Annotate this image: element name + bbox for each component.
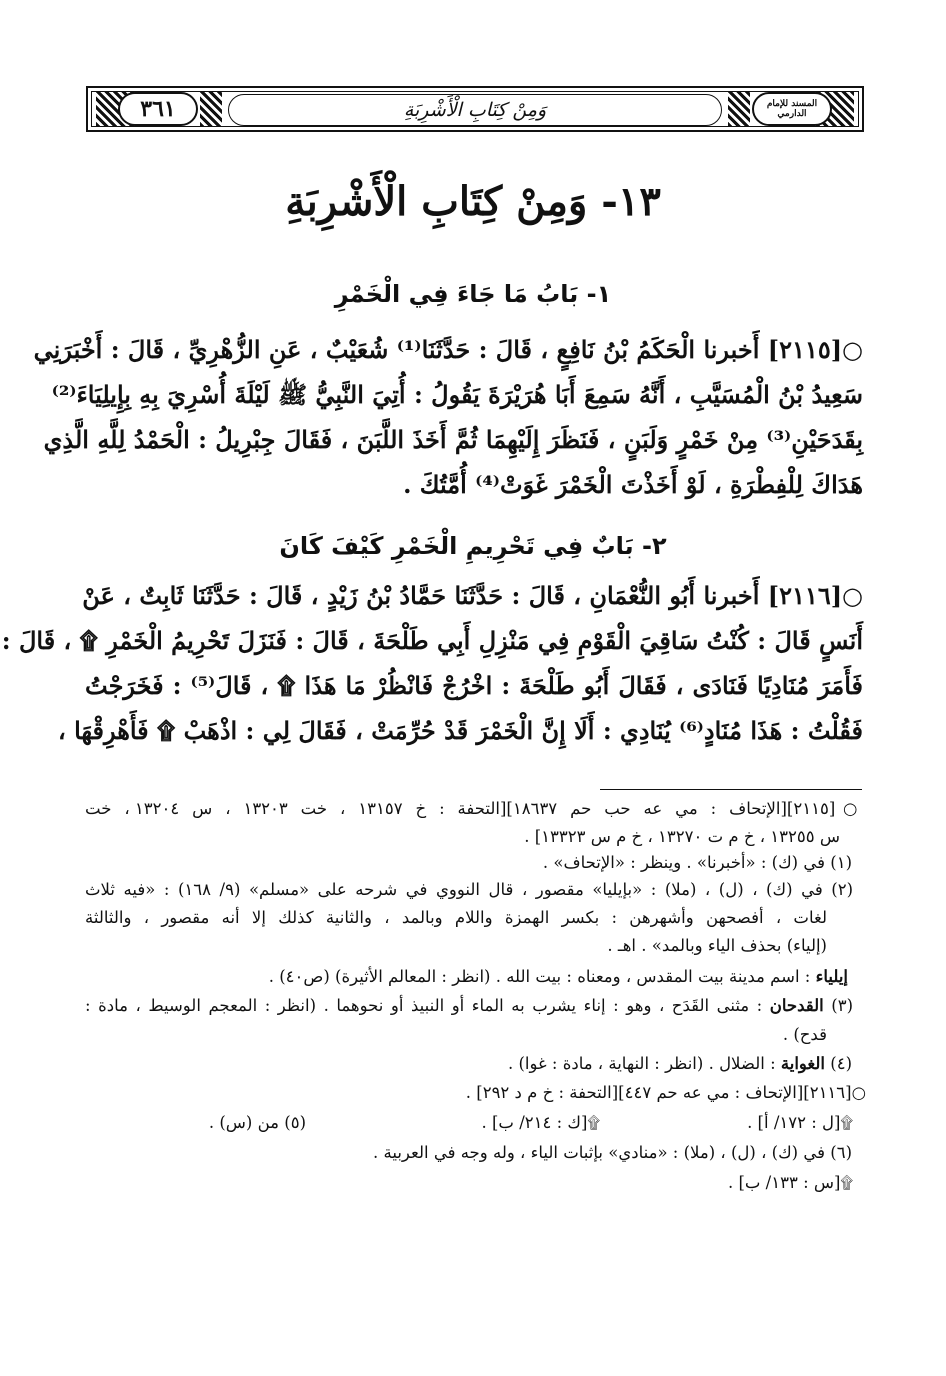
hadith-line: ○[٢١١٥] أَخبرنا الْحَكَمُ بْنُ نَافِعٍ ، قَالَ : حَدَّثَنَا⁽¹⁾ شُعَيْبٌ ، عَنِ الزُّهْرِيِّ ، قَالَ : أَخْبَرَنِي	[33, 335, 863, 364]
footnote-line: (٦) في (ك) ، (ل) ، (ملا) : «منادي» بإثبات الياء ، وله وجه في العربية .	[373, 1143, 852, 1162]
footnote-separator	[600, 789, 862, 790]
footnote-line: (٥) من (س) .	[208, 1113, 306, 1132]
footnote-line	[85, 993, 853, 1019]
footnote-line: (١) في (ك) : «أخبرنا» . وينظر : «الإتحاف» .	[542, 853, 852, 872]
ornament-icon	[728, 92, 750, 126]
ornament-icon	[200, 92, 222, 126]
hadith-line: فَقُلْتُ : هَذَا مُنَادٍ⁽⁶⁾ يُنَادِي : أَلَا إِنَّ الْخَمْرَ قَدْ حُرِّمَتْ ، فَقَالَ لِي : اذْهَبْ ۩ فَأَهْرِقْهَا ،	[58, 716, 863, 745]
running-title: وَمِنْ كِتَابِ الْأَشْرِبَةِ	[228, 94, 722, 126]
manuscript-marker: ۩[س : ١٣٣/ ب] .	[727, 1173, 853, 1192]
footnote-term: القدحان	[769, 996, 824, 1015]
footnote-text: : مثنى القَدَح ، وهو : إناء يشرب به الماء أو النبيذ أو نحوهما . (انظر : المعجم الوسيط ، مادة :	[85, 996, 770, 1015]
footnote-text: : الضلال . (انظر : النهاية ، مادة : غوا) .	[507, 1054, 781, 1073]
footnote-line: (٢) في (ك) ، (ل) ، (ملا) : «بإيليا» مقصور ، قال النووي في شرحه على «مسلم» (٩/ ١٦٨) : «فيه ثلاث	[85, 880, 853, 899]
footnote-line: ○[٢١١٦][الإتحاف : مي عه حم ٤٤٧][التحفة : خ م د ٢٩٢] .	[465, 1083, 866, 1102]
footnote-line: (إلياء) بحذف الياء وبالمد» . اهـ .	[607, 936, 827, 955]
manuscript-marker: ۩[ل : ١٧٢/ أ] .	[747, 1113, 853, 1132]
chapter-heading: ٢- بَابٌ فِي تَحْرِيمِ الْخَمْرِ كَيْفَ كَانَ	[279, 532, 667, 560]
book-title: ١٣- وَمِنْ كِتَابِ الْأَشْرِبَةِ	[285, 178, 661, 225]
footnote-line: قدح) .	[782, 1025, 827, 1044]
manuscript-marker: ۩[ك : ٢١٤/ ب] .	[481, 1113, 600, 1132]
footnote-line	[269, 964, 848, 990]
chapter-heading: ١- بَابُ مَا جَاءَ فِي الْخَمْرِ	[334, 280, 612, 308]
hadith-line: بِقَدَحَيْنِ⁽³⁾ مِنْ خَمْرٍ وَلَبَنٍ ، فَنَظَرَ إِلَيْهِمَا ثُمَّ أَخَذَ اللَّبَنَ ، فَقَالَ جِبْرِيلُ : الْحَمْدُ لِلَّهِ الَّذِي	[43, 425, 863, 454]
hadith-line: فَأَمَرَ مُنَادِيًا فَنَادَى ، فَقَالَ أَبُو طَلْحَةَ : اخْرُجْ فَانْظُرْ مَا هَذَا ۩ ، قَالَ⁽⁵⁾ : فَخَرَجْتُ	[85, 671, 863, 700]
page-header	[86, 86, 864, 132]
footnote-line: ○[٢١١٥][الإتحاف : مي عه حب حم ١٨٦٣٧][التحفة : خ ١٣١٥٧ ، خت ١٣٢٠٣ ، س ١٣٢٠٤ ، خت	[85, 799, 866, 818]
hadith-line: هَدَاكَ لِلْفِطْرَةِ ، لَوْ أَخَذْتَ الْخَمْرَ غَوَتْ⁽⁴⁾ أُمَّتُكَ .	[403, 470, 863, 499]
hadith-line: أَنَسٍ قَالَ : كُنْتُ سَاقِيَ الْقَوْمِ فِي مَنْزِلِ أَبِي طَلْحَةَ ، قَالَ : فَنَزَلَ تَحْرِيمُ الْخَمْرِ ۩ ، قَالَ :	[1, 626, 863, 655]
page-number: ٣٦١	[118, 92, 198, 126]
hadith-line: سَعِيدُ بْنُ الْمُسَيَّبِ ، أَنَّهُ سَمِعَ أَبَا هُرَيْرَةَ يَقُولُ : أُتِيَ النَّبِيُّ ﷺ لَيْلَةَ أُسْرِيَ بِهِ بِإِيلِيَاءَ⁽²⁾	[51, 380, 863, 409]
hadith-line: ○[٢١١٦] أَخبرنا أَبُو النُّعْمَانِ ، قَالَ : حَدَّثَنَا حَمَّادُ بْنُ زَيْدٍ ، قَالَ : حَدَّثَنَا ثَابِتٌ ، عَنْ	[82, 581, 863, 610]
footnote-term: الغواية	[780, 1054, 825, 1073]
footnote-number: (٣)	[823, 996, 853, 1015]
footnote-number: (٤)	[825, 1054, 852, 1073]
footnote-line	[508, 1051, 852, 1077]
footnote-line: لغات ، أفصحهن وأشهرهن : بكسر الهمزة واللام وبالمد ، والثانية كذلك إلا أنه مقصور ، والثالثة	[85, 908, 827, 927]
footnote-line: س ١٣٢٥٥ ، خ م ت ١٣٢٧٠ ، خ م س ١٣٣٢٣] .	[524, 827, 840, 846]
seal-logo: المسند للإمام الدارمي	[752, 92, 832, 126]
footnote-text: : اسم مدينة بيت المقدس ، ومعناه : بيت الله . (انظر : المعالم الأثيرة) (ص٤٠) .	[268, 967, 816, 986]
footnote-term: إيلياء	[815, 967, 848, 986]
